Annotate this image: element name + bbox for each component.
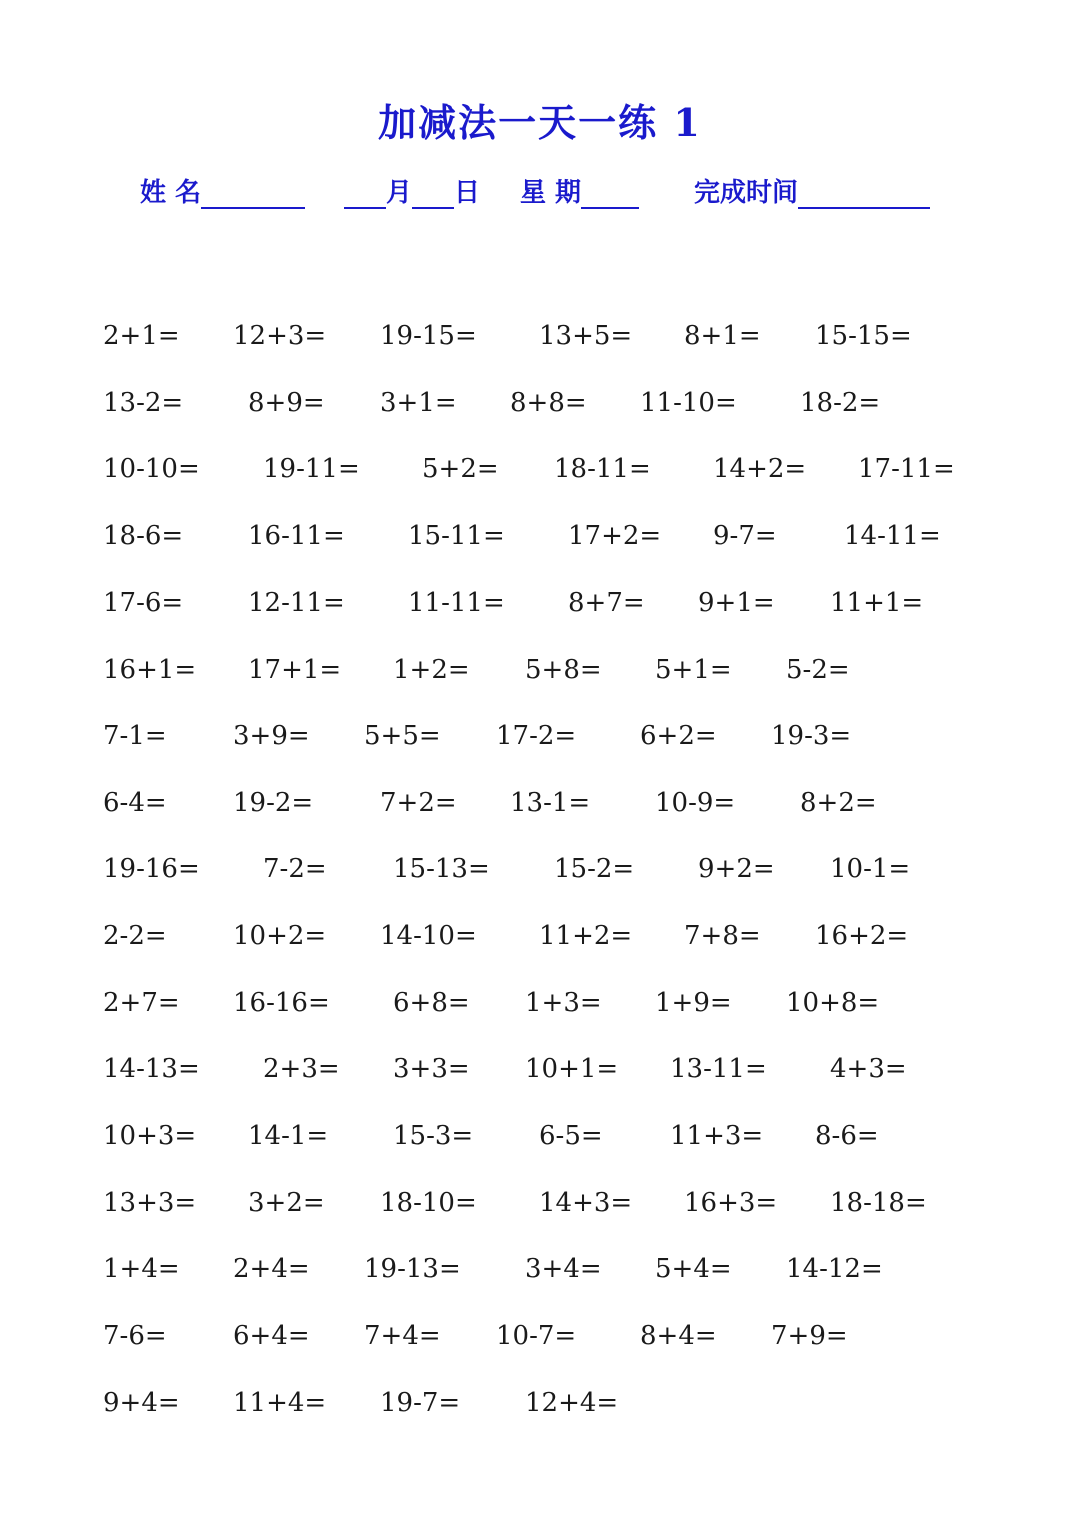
arithmetic-problem: 10+2= <box>233 921 327 951</box>
arithmetic-problem: 11-11= <box>408 588 505 618</box>
arithmetic-problem: 7+8= <box>684 921 761 951</box>
month-label: 月 <box>386 178 413 208</box>
arithmetic-problem: 5+2= <box>422 454 499 484</box>
arithmetic-problem: 15-13= <box>393 854 490 884</box>
arithmetic-problem: 19-13= <box>364 1254 461 1284</box>
arithmetic-problem: 16-16= <box>233 988 330 1018</box>
arithmetic-problem: 8+8= <box>510 388 587 418</box>
day-label: 日 <box>454 178 481 208</box>
arithmetic-problem: 14-10= <box>380 921 477 951</box>
arithmetic-problem: 16+1= <box>103 655 197 685</box>
arithmetic-problem: 17-2= <box>496 721 577 751</box>
arithmetic-problem: 2+7= <box>103 988 180 1018</box>
weekday-label: 星 期 <box>520 178 582 208</box>
arithmetic-problem: 14-1= <box>248 1121 329 1151</box>
arithmetic-problem: 1+9= <box>655 988 732 1018</box>
arithmetic-problem: 14-11= <box>844 521 941 551</box>
arithmetic-problem: 2+4= <box>233 1254 310 1284</box>
arithmetic-problem: 7+4= <box>364 1321 441 1351</box>
arithmetic-problem: 3+4= <box>525 1254 602 1284</box>
arithmetic-problem: 11+2= <box>539 921 633 951</box>
arithmetic-problem: 5+5= <box>364 721 441 751</box>
arithmetic-problem: 4+3= <box>830 1054 907 1084</box>
arithmetic-problem: 1+3= <box>525 988 602 1018</box>
arithmetic-problem: 18-18= <box>830 1188 927 1218</box>
arithmetic-problem: 13-1= <box>510 788 591 818</box>
completion-time-label: 完成时间 <box>694 178 799 208</box>
arithmetic-problem: 8+9= <box>248 388 325 418</box>
arithmetic-problem: 17+1= <box>248 655 342 685</box>
arithmetic-problem: 19-15= <box>380 321 477 351</box>
arithmetic-problem: 15-3= <box>393 1121 474 1151</box>
arithmetic-problem: 19-7= <box>380 1388 461 1418</box>
arithmetic-problem: 14+3= <box>539 1188 633 1218</box>
arithmetic-problem: 18-6= <box>103 521 184 551</box>
arithmetic-problem: 7-2= <box>263 854 327 884</box>
arithmetic-problem: 14-13= <box>103 1054 200 1084</box>
arithmetic-problem: 6+2= <box>640 721 717 751</box>
arithmetic-problem: 8+7= <box>568 588 645 618</box>
arithmetic-problem: 19-16= <box>103 854 200 884</box>
arithmetic-problem: 11+1= <box>830 588 924 618</box>
arithmetic-problem: 6-5= <box>539 1121 603 1151</box>
arithmetic-problem: 13-11= <box>670 1054 767 1084</box>
arithmetic-problem: 10-9= <box>655 788 736 818</box>
arithmetic-problem: 19-3= <box>771 721 852 751</box>
arithmetic-problem: 6+8= <box>393 988 470 1018</box>
arithmetic-problem: 10+3= <box>103 1121 197 1151</box>
arithmetic-problem: 10+1= <box>525 1054 619 1084</box>
arithmetic-problem: 12-11= <box>248 588 345 618</box>
arithmetic-problem: 16-11= <box>248 521 345 551</box>
arithmetic-problem: 2+3= <box>263 1054 340 1084</box>
arithmetic-problem: 11-10= <box>640 388 737 418</box>
arithmetic-problem: 2+1= <box>103 321 180 351</box>
arithmetic-problem: 3+1= <box>380 388 457 418</box>
worksheet-title: 加减法一天一练 1 <box>378 100 702 145</box>
arithmetic-problem: 10-1= <box>830 854 911 884</box>
arithmetic-problem: 13+3= <box>103 1188 197 1218</box>
arithmetic-problem: 17-11= <box>858 454 955 484</box>
arithmetic-problem: 8+2= <box>800 788 877 818</box>
arithmetic-problem: 16+3= <box>684 1188 778 1218</box>
arithmetic-problem: 8-6= <box>815 1121 879 1151</box>
arithmetic-problem: 13+5= <box>539 321 633 351</box>
arithmetic-problem: 9+1= <box>698 588 775 618</box>
arithmetic-problem: 7+2= <box>380 788 457 818</box>
arithmetic-problem: 17-6= <box>103 588 184 618</box>
arithmetic-problem: 7+9= <box>771 1321 848 1351</box>
arithmetic-problem: 15-15= <box>815 321 912 351</box>
arithmetic-problem: 11+3= <box>670 1121 764 1151</box>
arithmetic-problem: 14-12= <box>786 1254 883 1284</box>
name-label: 姓 名 <box>140 178 202 208</box>
arithmetic-problem: 18-10= <box>380 1188 477 1218</box>
arithmetic-problem: 1+4= <box>103 1254 180 1284</box>
arithmetic-problem: 19-2= <box>233 788 314 818</box>
arithmetic-problem: 5-2= <box>786 655 850 685</box>
arithmetic-problem: 12+4= <box>525 1388 619 1418</box>
arithmetic-problem: 9+4= <box>103 1388 180 1418</box>
arithmetic-problem: 3+9= <box>233 721 310 751</box>
arithmetic-problem: 10-10= <box>103 454 200 484</box>
arithmetic-problem: 17+2= <box>568 521 662 551</box>
arithmetic-problem: 3+3= <box>393 1054 470 1084</box>
arithmetic-problem: 5+4= <box>655 1254 732 1284</box>
arithmetic-problem: 9-7= <box>713 521 777 551</box>
arithmetic-problem: 5+1= <box>655 655 732 685</box>
arithmetic-problem: 7-6= <box>103 1321 167 1351</box>
arithmetic-problem: 18-11= <box>554 454 651 484</box>
arithmetic-problem: 6+4= <box>233 1321 310 1351</box>
arithmetic-problem: 10-7= <box>496 1321 577 1351</box>
arithmetic-problem: 5+8= <box>525 655 602 685</box>
arithmetic-problem: 13-2= <box>103 388 184 418</box>
arithmetic-problem: 11+4= <box>233 1388 327 1418</box>
arithmetic-problem: 9+2= <box>698 854 775 884</box>
arithmetic-problem: 14+2= <box>713 454 807 484</box>
arithmetic-problem: 1+2= <box>393 655 470 685</box>
arithmetic-problem: 3+2= <box>248 1188 325 1218</box>
arithmetic-problem: 12+3= <box>233 321 327 351</box>
arithmetic-problem: 8+4= <box>640 1321 717 1351</box>
arithmetic-problem: 19-11= <box>263 454 360 484</box>
arithmetic-problem: 15-11= <box>408 521 505 551</box>
arithmetic-problem: 7-1= <box>103 721 167 751</box>
arithmetic-problem: 6-4= <box>103 788 167 818</box>
arithmetic-problem: 2-2= <box>103 921 167 951</box>
arithmetic-problem: 15-2= <box>554 854 635 884</box>
arithmetic-problem: 10+8= <box>786 988 880 1018</box>
arithmetic-problem: 16+2= <box>815 921 909 951</box>
arithmetic-problem: 8+1= <box>684 321 761 351</box>
arithmetic-problem: 18-2= <box>800 388 881 418</box>
